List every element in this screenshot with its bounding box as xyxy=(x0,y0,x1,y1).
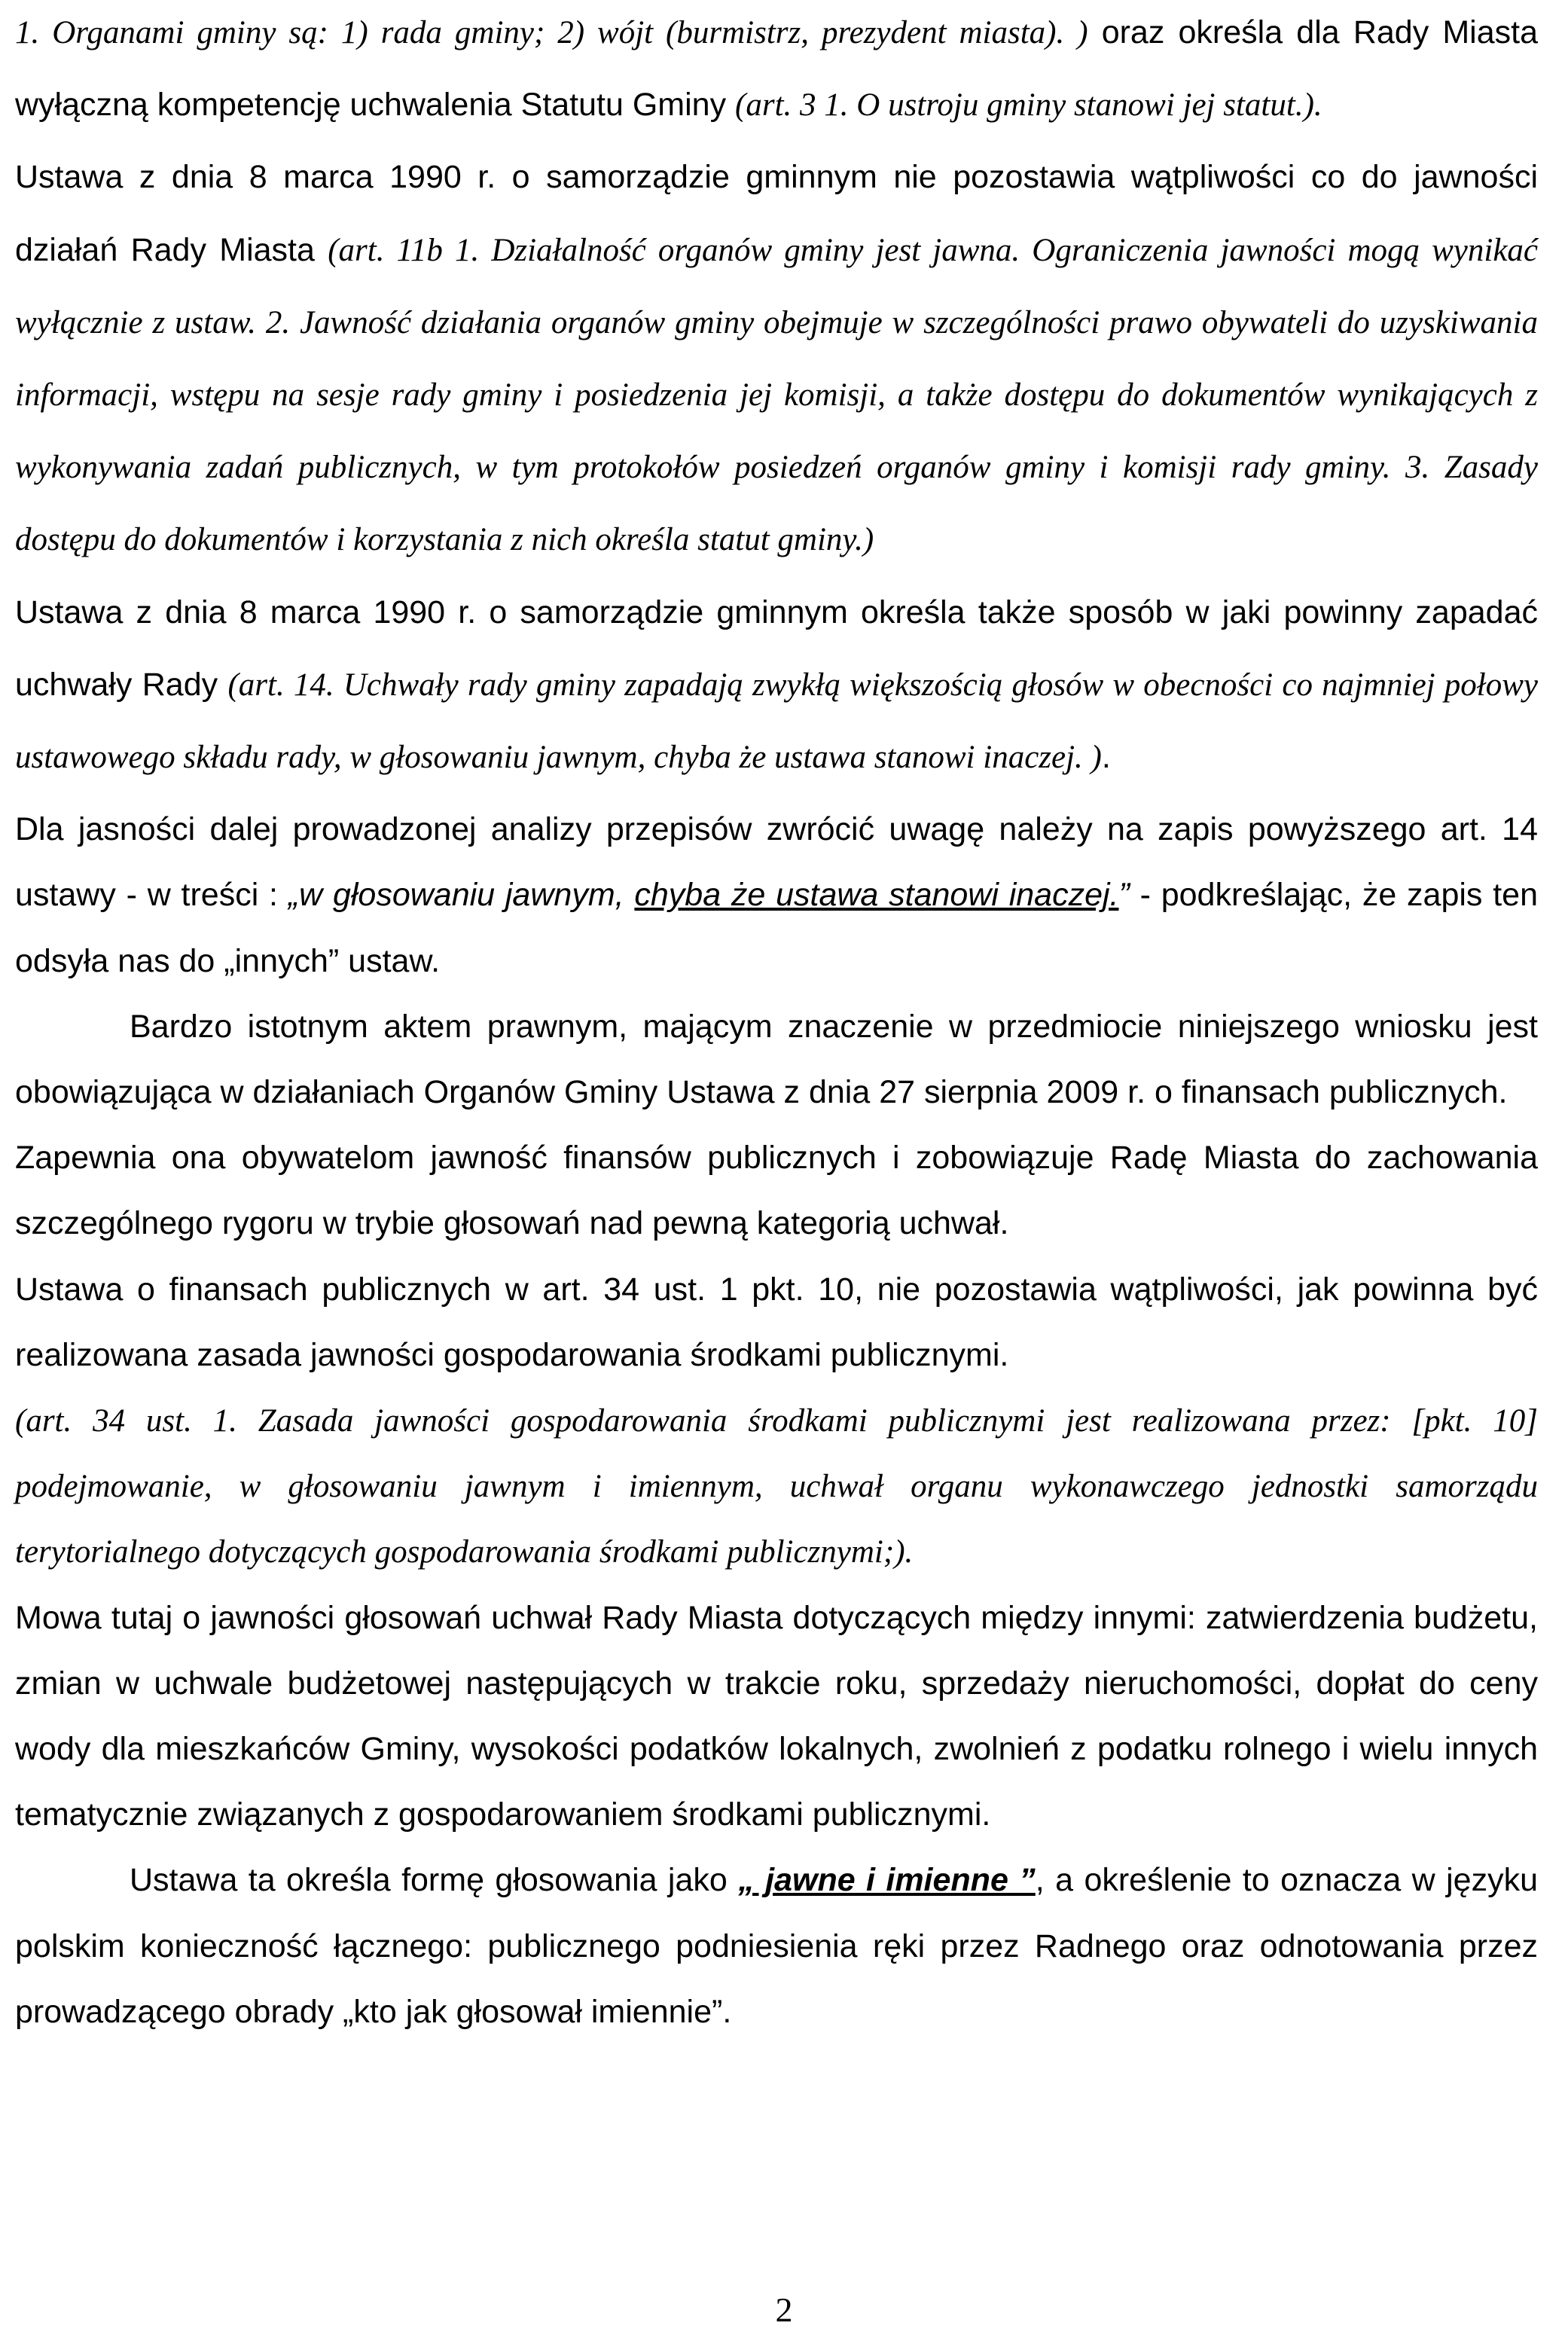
quote-jawne-imienne: „ jawne i imienne ” xyxy=(738,1862,1036,1899)
text-oznacza: , a określenie to oznacza w języku polskim konieczność łącznego: publicznego podniesienia ręki przez Radnego oraz odnotowania przez prowadzącego obrady „kto jak głosował imiennie”. xyxy=(15,1862,1539,2030)
paragraph-zapewnia: Zapewnia ona obywatelom jawność finansów publicznych i zobowiązuje Radę Miasta do zachowania szczególnego rygoru w trybie głosowań nad pewną kategorią uchwał. xyxy=(15,1140,1538,1242)
paragraph-uchwaly xyxy=(15,580,1538,798)
quote-glosowanie: „w głosowaniu jawnym, xyxy=(288,877,635,914)
paragraph-finanse: Bardzo istotnym aktem prawnym, mającym znaczenie w przedmiocie niniejszego wniosku jest obowiązująca w działaniach Organów Gminy Ustawa z dnia 27 sierpnia 2009 r. o finansach publicznych. xyxy=(15,1008,1538,1111)
text-statute: oraz określa dla Rady Miasta wyłączną kompetencję uchwalenia Statutu Gminy xyxy=(15,14,1539,124)
quote-chyba-underlined: chyba że ustawa stanowi inaczej. xyxy=(634,877,1119,914)
paragraph-art34: Ustawa o finansach publicznych w art. 34 ust. 1 pkt. 10, nie pozostawia wątpliwości, jak powinna być realizowana zasada jawności gospodarowania środkami publicznymi. xyxy=(15,1271,1538,1373)
text-uchwaly: Ustawa z dnia 8 marca 1990 r. o samorządzie gminnym określa także sposób w jaki powinny zapadać uchwały Rady xyxy=(15,594,1538,703)
quote-art3-ustroj: (art. 3 1. O ustroju gminy stanowi jej statut.). xyxy=(735,87,1322,124)
paragraph-mowa: Mowa tutaj o jawności głosowań uchwał Rady Miasta dotyczących między innymi: zatwierdzenia budżetu, zmian w uchwale budżetowej następujących w trakcie roku, sprzedaży nieruchomości, dopłat do ceny wody dla mieszkańców Gminy, wysokości podatków lokalnych, zwolnień z podatku rolnego i wielu innych tematycznie związanych z gospodarowaniem środkami publicznymi. xyxy=(15,1599,1538,1833)
text-analiza: Dla jasności dalej prowadzonej analizy przepisów zwrócić uwagę należy na zapis powyższego art. 14 ustawy - w treści : xyxy=(15,811,1538,914)
text-period: . xyxy=(1101,739,1111,776)
quote-art3: 1. Organami gminy są: 1) rada gminy; 2) wójt (burmistrz, prezydent miasta). ) xyxy=(15,15,1088,50)
quote-art34: (art. 34 ust. 1. Zasada jawności gospodarowania środkami publicznymi jest realizowana przez: [pkt. 10] podejmowanie, w głosowaniu jawnym i imiennym, uchwał organu wykonawczego jednostki samorządu terytorialnego dotyczących gospodarowania środkami publicznymi;). xyxy=(15,1403,1538,1570)
text-forma: Ustawa ta określa formę głosowania jako xyxy=(130,1862,739,1899)
quote-art11b: (art. 11b 1. Działalność organów gminy jest jawna. Ograniczenia jawności mogą wynikać wyłącznie z ustaw. 2. Jawność działania organów gminy obejmuje w szczególności prawo obywateli do uzyskiwania informacji, wstępu na sesje rady gminy i posiedzenia jej komisji, a także dostępu do dokumentów wynikających z wykonywania zadań publicznych, w tym protokołów posiedzeń organów gminy i komisji rady gminy. 3. Zasady dostępu do dokumentów i korzystania z nich określa statut gminy.) xyxy=(15,232,1538,558)
text-podkreslajac: - podkreślając, że zapis ten odsyła nas do „innych” ustaw. xyxy=(15,877,1538,979)
quote-close: ” xyxy=(1118,877,1130,914)
paragraph-jawnosc xyxy=(15,145,1538,579)
paragraph-statute xyxy=(15,0,1538,145)
page-number: 2 xyxy=(775,2291,793,2329)
document-page xyxy=(15,0,1538,2045)
text-jawnosc: Ustawa z dnia 8 marca 1990 r. o samorządzie gminnym nie pozostawia wątpliwości co do jawności działań Rady Miasta xyxy=(15,159,1538,268)
paragraph-forma xyxy=(15,1848,1538,2045)
paragraph-analiza xyxy=(15,797,1538,994)
quote-art14: (art. 14. Uchwały rady gminy zapadają zwykłą większością głosów w obecności co najmniej połowy ustawowego składu rady, w głosowaniu jawnym, chyba że ustawa stanowi inaczej. ) xyxy=(15,667,1538,776)
